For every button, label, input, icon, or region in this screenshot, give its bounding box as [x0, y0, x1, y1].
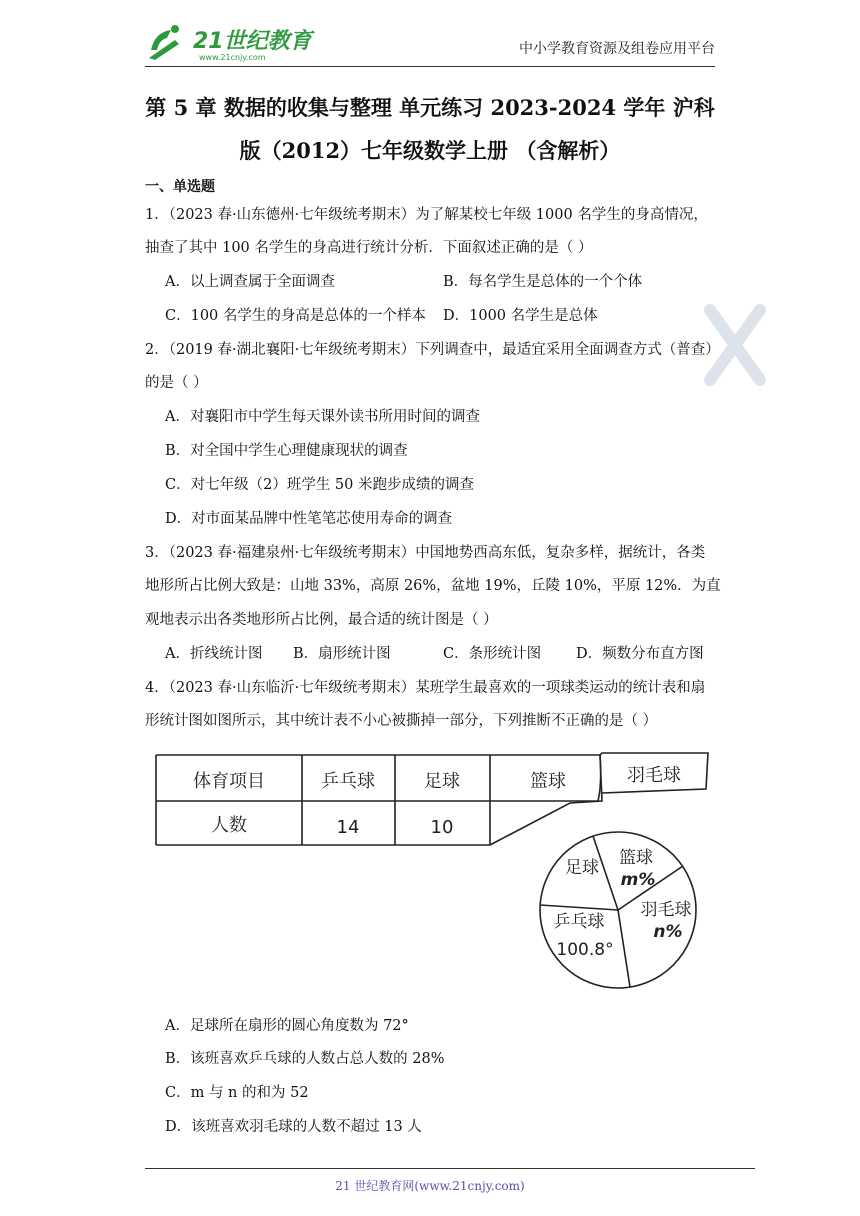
- table-header-badminton: 羽毛球: [627, 765, 681, 786]
- q2-stem-line-2: 的是（ ）: [145, 375, 208, 391]
- q2-option-b: B．对全国中学生心理健康现状的调查: [165, 443, 408, 459]
- svg-text:www.21cnjy.com: www.21cnjy.com: [199, 53, 266, 62]
- table-header-football: 足球: [424, 771, 460, 792]
- q2-option-c: C．对七年级（2）班学生 50 米跑步成绩的调查: [165, 477, 474, 493]
- q4-option-b: B．该班喜欢乒乓球的人数占总人数的 28%: [165, 1051, 445, 1067]
- q1-option-d: D．1000 名学生是总体: [443, 308, 598, 324]
- q4-option-d: D．该班喜欢羽毛球的人数不超过 13 人: [165, 1119, 422, 1135]
- pie-label-pingpong: 乒乓球: [553, 912, 605, 932]
- q4-stem-line-2: 形统计图如图所示，其中统计表不小心被撕掉一部分，下列推断不正确的是（ ）: [145, 713, 658, 729]
- table-header-pingpong: 乒乓球: [321, 771, 375, 792]
- q4-stem-line-1: 4．（2023 春·山东临沂·七年级统考期末）某班学生最喜欢的一项球类运动的统计表和扇: [145, 680, 706, 696]
- document-title-line-2: 版（2012）七年级数学上册 （含解析）: [239, 138, 621, 163]
- q3-stem-line-2: 地形所占比例大致是：山地 33%，高原 26%，盆地 19%，丘陵 10%，平原 12%．为直: [145, 578, 721, 594]
- table-row-label: 人数: [211, 815, 247, 836]
- pie-label-basketball: 篮球: [619, 848, 653, 868]
- table-value-football: 10: [430, 817, 454, 838]
- header-platform-text: 中小学教育资源及组卷应用平台: [519, 41, 715, 57]
- document-title-line-1: 第 5 章 数据的收集与整理 单元练习 2023-2024 学年 沪科: [145, 95, 715, 120]
- q4-figure: [150, 745, 720, 995]
- pie-label-pingpong-angle: 100.8°: [556, 940, 614, 960]
- q4-option-a: A．足球所在扇形的圆心角度数为 72°: [165, 1018, 409, 1034]
- q3-option-a: A．折线统计图: [165, 646, 263, 662]
- footer-link[interactable]: 21 世纪教育网(www.21cnjy.com): [335, 1179, 525, 1193]
- svg-text:21世纪教育: 21世纪教育: [193, 29, 312, 54]
- section-heading: 一、单选题: [145, 179, 215, 195]
- table-header-item: 体育项目: [193, 771, 265, 792]
- q3-option-d: D．频数分布直方图: [576, 646, 704, 662]
- site-logo: [145, 20, 315, 64]
- table-header-basketball: 篮球: [530, 771, 566, 792]
- q1-option-a: A．以上调查属于全面调查: [165, 274, 335, 290]
- q1-option-c: C．100 名学生的身高是总体的一个样本: [165, 308, 426, 324]
- table-value-pingpong: 14: [336, 817, 360, 838]
- q3-option-c: C．条形统计图: [443, 646, 542, 662]
- page-header: [145, 18, 715, 64]
- q2-option-d: D．对市面某品牌中性笔笔芯使用寿命的调查: [165, 511, 453, 527]
- pie-label-m-percent: m%: [620, 870, 656, 890]
- q1-option-b: B．每名学生是总体的一个个体: [443, 274, 643, 290]
- q1-stem-line-2: 抽查了其中 100 名学生的身高进行统计分析．下面叙述正确的是（ ）: [145, 240, 593, 256]
- q2-option-a: A．对襄阳市中学生每天课外读书所用时间的调查: [165, 409, 480, 425]
- pie-label-football: 足球: [565, 858, 599, 878]
- q1-stem-line-1: 1．（2023 春·山东德州·七年级统考期末）为了解某校七年级 1000 名学生的身高情况，: [145, 207, 708, 223]
- q3-stem-line-3: 观地表示出各类地形所占比例，最合适的统计图是（ ）: [145, 612, 498, 628]
- q3-option-b: B．扇形统计图: [293, 646, 391, 662]
- q3-stem-line-1: 3．（2023 春·福建泉州·七年级统考期末）中国地势西高东低，复杂多样，据统计，各类: [145, 545, 706, 561]
- pie-label-n-percent: n%: [653, 922, 683, 942]
- footer-divider: [145, 1168, 755, 1169]
- q2-stem-line-1: 2．（2019 春·湖北襄阳·七年级统考期末）下列调查中，最适宜采用全面调查方式（普查）: [145, 342, 720, 358]
- q4-option-c: C．m 与 n 的和为 52: [165, 1085, 309, 1101]
- header-divider: [145, 66, 715, 67]
- pie-label-badminton: 羽毛球: [640, 900, 692, 920]
